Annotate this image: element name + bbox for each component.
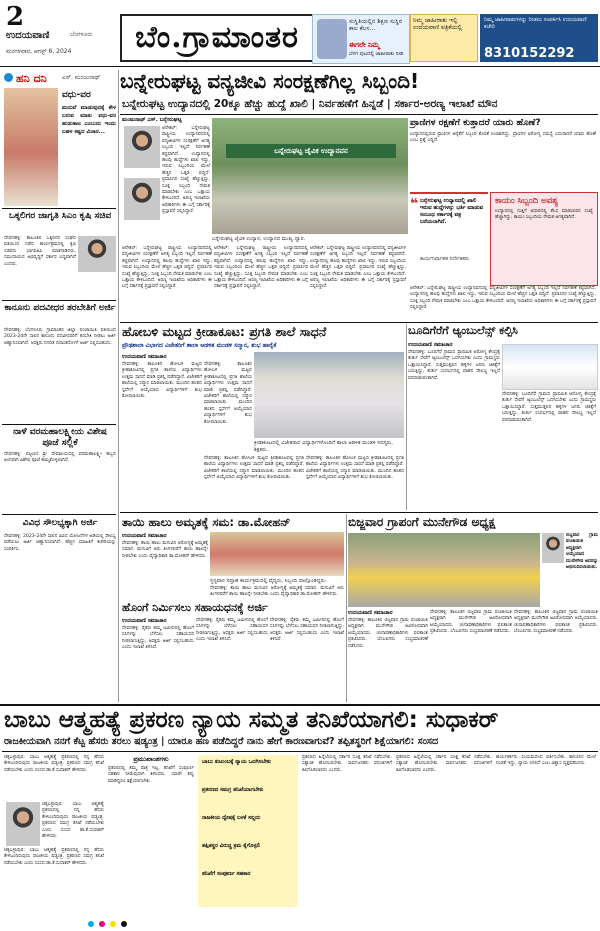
house-body-continued: ದೇವನಹಳ್ಳಿ: ರೈತರು ತಮ್ಮ ಜಮೀನಿನಲ್ಲಿ ಹೊಂಗೆ ಸಸಿಗಳನ್ನು ಬೆಳೆಸಲು ಸಹಾಯಧನ ನೀಡಲಾಗುತ್ತಿದ್ದು, ಆಸಕ್ತರು ಅರ್ಜಿ ಸಲ್ಲಿಸಬಹುದು ಎಂದು ಇಲಾಖೆ ತಿಳಿಸಿದೆ.	[270, 618, 344, 643]
story-body: ದೇವನಹಳ್ಳಿ: ಬೆಂಗಳೂರು ಗ್ರಾಮಾಂತರ ಜಿಲ್ಲಾ ಪಂಚಾಯಿತಿ ವತಿಯಿಂದ 2023-24ನೇ ಸಾಲಿನ ಕಾನೂನು ಪದವೀಧರರಿಗೆ ತರಬೇತಿ ನೀಡಲು ಅರ್ಜಿ ಆಹ್ವಾನಿಸಲಾಗಿದೆ. ಆಸಕ್ತರು ನಿಗದಿತ ದಿನಾಂಕದೊಳಗೆ ಅರ್ಜಿ ಸಲ್ಲಿಸಬಹುದು.	[4, 328, 116, 346]
divider	[120, 322, 598, 323]
bottom-subhead: ರಾಜಕೀಯವಾಗಿ ನನಗೆ ಕೆಟ್ಟ ಹೆಸರು ತರಲು ಷಡ್ಯಂತ್ರ | ಯಾರೂ ಹಣ ಪಡೆದಿದ್ದರೆ ನಾನು ಹೇಗೆ ಕಾರಣವಾಗುವೆ? ತಪ್ಪಿತಸ್ಥರಿಗೆ ಶಿಕ್ಷೆಯಾಗಲಿ: ಸಂಸದ	[4, 736, 439, 747]
ad3-text: ನಿಮ್ಮ ಜಾಹೀರಾತುಗಳನ್ನು ನೀಡಲು ಸಂಪರ್ಕಿಸಿ ಉದಯವಾಣಿ ಕಚೇರಿ	[484, 17, 587, 30]
lead-sidebar-body: ಉದ್ಯಾನದಲ್ಲಿರುವ ಪ್ರಾಣಿಗಳ ಆರೈಕೆಗೆ ಸಿಬ್ಬಂದಿ ಕೊರತೆ ಉಂಟಾಗಿದ್ದು, ಪ್ರಾಣಿಗಳ ಆರೋಗ್ಯ ಸಮಸ್ಯೆ ಎದುರಾದರೆ ಯಾರು ಹೊಣೆ ಎಂಬ ಪ್ರಶ್ನೆ ಎದ್ದಿದೆ.	[410, 132, 596, 144]
lead-quote-box	[410, 192, 488, 274]
bottom-body-continued: ಪ್ರಕರಣದ ಹಿನ್ನೆಲೆಯಲ್ಲಿ ಸರ್ಕಾರ ಸೂಕ್ತ ತನಿಖೆ ನಡೆಸಬೇಕು. ಸತ್ಯಾಂಶ ಹೊರಬರಬೇಕು. ಸಾರ್ವಜನಿಕರು ವದಂತಿಗಳಿಗೆ ಕಿವಿಗೊಡಬಾರದು ಎಂದರು.	[396, 755, 492, 773]
sports-body-continued: ದೇವನಹಳ್ಳಿ: ತಾಲೂಕಿನ ಹೋಬಳಿ ಮಟ್ಟದ ಕ್ರೀಡಾಕೂಟದಲ್ಲಿ ಪ್ರಗತಿ ಶಾಲೆಯ ವಿದ್ಯಾರ್ಥಿಗಳು ಉತ್ತಮ ಸಾಧನೆ ಮಾಡಿ ಪ್ರಶಸ್ತಿ ಪಡೆದಿದ್ದಾರೆ. ವಿಜೇತರಿಗೆ ಶಾಲೆಯಲ್ಲಿ ಸನ್ಮಾನ ಮಾಡಲಾಯಿತು. ಮುಂದಿನ ಹಂತದ ಸ್ಪರ್ಧೆಗೆ ಆಯ್ಕೆಯಾದ ವಿದ್ಯಾರ್ಥಿಗಳಿಗೆ ಶುಭ ಕೋರಲಾಯಿತು.	[204, 362, 252, 425]
bottom-body-continued: ಪ್ರಕರಣದಲ್ಲಿ ತಮ್ಮ ಪಾತ್ರ ಇಲ್ಲ. ತನಿಖೆಗೆ ಸಂಪೂರ್ಣ ಸಹಕಾರ ನೀಡುವುದಾಗಿ ತಿಳಿಸಿದರು. ಯಾರೇ ತಪ್ಪು ಮಾಡಿದ್ದರೂ ಶಿಕ್ಷೆಯಾಗಬೇಕು.	[108, 766, 194, 784]
highlight-item: ತಪ್ಪಿತಸ್ಥರ ವಿರುದ್ಧ ಕ್ರಮ ಕೈಗೊಳ್ಳಲಿ	[202, 843, 261, 849]
lead-body-continued: ಆನೇಕಲ್: ಬನ್ನೇರುಘಟ್ಟ ರಾಷ್ಟ್ರೀಯ ಉದ್ಯಾನವನದಲ್ಲಿ ವನ್ಯಜೀವಿಗಳ ಸಂರಕ್ಷಣೆಗೆ ಅಗತ್ಯ ಸಿಬ್ಬಂದಿ ಇಲ್ಲದೆ ನಿರ್ವಹಣೆ ಕಷ್ಟವಾಗಿದೆ. ಉದ್ಯಾನದಲ್ಲಿ ಹಲವು ಹುದ್ದೆಗಳು ಖಾಲಿ ಇದ್ದು, ಇರುವ ಸಿಬ್ಬಂದಿಯ ಮೇಲೆ ಹೆಚ್ಚಿನ ಒತ್ತಡ ಬಿದ್ದಿದೆ. ಪ್ರವಾಸಿಗರ ಸಂಖ್ಯೆ ಹೆಚ್ಚುತ್ತಿದ್ದು, ಸೂಕ್ತ ಸಿಬ್ಬಂದಿ ನೇಮಕ ಮಾಡಬೇಕು ಎಂಬ ಒತ್ತಾಯ ಕೇಳಿಬಂದಿದೆ. ಅರಣ್ಯ ಇಲಾಖೆಯ ಅಧಿಕಾರಿಗಳು ಈ ಬಗ್ಗೆ ಸರ್ಕಾರಕ್ಕೆ ಪ್ರಸ್ತಾವನೆ ಸಲ್ಲಿಸಿದ್ದಾರೆ.	[214, 246, 308, 290]
divider	[2, 300, 116, 301]
lead-headline: ಬನ್ನೇರುಘಟ್ಟ ವನ್ಯಜೀವಿ ಸಂರಕ್ಷಣೆಗಿಲ್ಲ ಸಿಬ್ಬಂದಿ!	[120, 69, 420, 93]
sports-body-continued: ದೇವನಹಳ್ಳಿ: ತಾಲೂಕಿನ ಹೋಬಳಿ ಮಟ್ಟದ ಕ್ರೀಡಾಕೂಟದಲ್ಲಿ ಪ್ರಗತಿ ಶಾಲೆಯ ವಿದ್ಯಾರ್ಥಿಗಳು ಉತ್ತಮ ಸಾಧನೆ ಮಾಡಿ ಪ್ರಶಸ್ತಿ ಪಡೆದಿದ್ದಾರೆ. ವಿಜೇತರಿಗೆ ಶಾಲೆಯಲ್ಲಿ ಸನ್ಮಾನ ಮಾಡಲಾಯಿತು. ಮುಂದಿನ ಹಂತದ ಸ್ಪರ್ಧೆಗೆ ಆಯ್ಕೆಯಾದ ವಿದ್ಯಾರ್ಥಿಗಳಿಗೆ ಶುಭ ಕೋರಲಾಯಿತು.	[306, 456, 404, 481]
lead-photo	[212, 118, 408, 234]
lead-box-heading: ಕಾಯಂ ಸಿಬ್ಬಂದಿ ಅವಶ್ಯ	[495, 196, 558, 206]
house-body: ದೇವನಹಳ್ಳಿ: ರೈತರು ತಮ್ಮ ಜಮೀನಿನಲ್ಲಿ ಹೊಂಗೆ ಸಸಿಗಳನ್ನು ಬೆಳೆಸಲು ಸಹಾಯಧನ ನೀಡಲಾಗುತ್ತಿದ್ದು, ಆಸಕ್ತರು ಅರ್ಜಿ ಸಲ್ಲಿಸಬಹುದು ಎಂದು ಇಲಾಖೆ ತಿಳಿಸಿದೆ.	[122, 626, 194, 651]
highlight-item: ತನಿಖೆಗೆ ಸಂಪೂರ್ಣ ಸಹಕಾರ	[202, 871, 251, 877]
bottom-body: ಚಿಕ್ಕಬಳ್ಳಾಪುರ: ಬಾಬು ಆತ್ಮಹತ್ಯೆ ಪ್ರಕರಣದಲ್ಲಿ ನನ್ನ ಹೆಸರು ಕೇಳಿಬಂದಿರುವುದು ರಾಜಕೀಯ ಷಡ್ಯಂತ್ರ. ಪ್ರಕರಣದ ಸಮಗ್ರ ತನಿಖೆ ನಡೆಯಬೇಕು ಎಂದು ಸಂಸದ ಡಾ.ಕೆ.ಸುಧಾಕರ್ ಹೇಳಿದರು.	[4, 755, 104, 773]
sports-body: ದೇವನಹಳ್ಳಿ: ತಾಲೂಕಿನ ಹೋಬಳಿ ಮಟ್ಟದ ಕ್ರೀಡಾಕೂಟದಲ್ಲಿ ಪ್ರಗತಿ ಶಾಲೆಯ ವಿದ್ಯಾರ್ಥಿಗಳು ಉತ್ತಮ ಸಾಧನೆ ಮಾಡಿ ಪ್ರಶಸ್ತಿ ಪಡೆದಿದ್ದಾರೆ. ವಿಜೇತರಿಗೆ ಶಾಲೆಯಲ್ಲಿ ಸನ್ಮಾನ ಮಾಡಲಾಯಿತು. ಮುಂದಿನ ಹಂತದ ಸ್ಪರ್ಧೆಗೆ ಆಯ್ಕೆಯಾದ ವಿದ್ಯಾರ್ಥಿಗಳಿಗೆ ಶುಭ ಕೋರಲಾಯಿತು.	[122, 362, 202, 400]
house-headline: ಹೊಂಗೆ ನಿರ್ಮಿಸಲು ಸಹಾಯಧನಕ್ಕೆ ಅರ್ಜಿ	[122, 601, 268, 614]
advertisement-1	[312, 14, 410, 64]
lead-box	[490, 192, 598, 286]
milk-byline: ಉದಯವಾಣಿ ಸಮಾಚಾರ	[122, 533, 167, 539]
ambulance-photo	[502, 344, 598, 390]
ad1-sub: ಬೆಳಗ ಪುಟದಲ್ಲಿ ಜಾಹೀರಾತು ನೀಡಿ	[349, 51, 404, 57]
divider	[2, 208, 116, 209]
milk-photo	[210, 532, 344, 576]
sports-headline: ಹೋಬಳಿ ಮಟ್ಟದ ಕ್ರೀಡಾಕೂಟ: ಪ್ರಗತಿ ಶಾಲೆ ಸಾಧನೆ	[122, 324, 327, 339]
wedding-heading: ವಧು-ವರ	[62, 90, 91, 100]
house-byline: ಉದಯವಾಣಿ ಸಮಾಚಾರ	[122, 618, 167, 624]
sports-photo-caption: ಕ್ರೀಡಾಕೂಟದಲ್ಲಿ ವಿಜೇತರಾದ ವಿದ್ಯಾರ್ಥಿಗಳೊಂದಿಗೆ ಶಾಲಾ ಆಡಳಿತ ಮಂಡಳಿ ಸದಸ್ಯರು, ಶಿಕ್ಷಕರು.	[254, 440, 393, 453]
story-heading: ವಿವಿಧ ಸೌಲಭ್ಯಕ್ಕಾಗಿ ಅರ್ಜಿ	[22, 518, 98, 528]
divider	[120, 114, 598, 115]
divider	[2, 751, 598, 752]
sudhakar-photo	[6, 802, 40, 846]
bottom-body-continued: ಚಿಕ್ಕಬಳ್ಳಾಪುರ: ಬಾಬು ಆತ್ಮಹತ್ಯೆ ಪ್ರಕರಣದಲ್ಲಿ ನನ್ನ ಹೆಸರು ಕೇಳಿಬಂದಿರುವುದು ರಾಜಕೀಯ ಷಡ್ಯಂತ್ರ. ಪ್ರಕರಣದ ಸಮಗ್ರ ತನಿಖೆ ನಡೆಯಬೇಕು ಎಂದು ಸಂಸದ ಡಾ.ಕೆ.ಸುಧಾಕರ್ ಹೇಳಿದರು.	[42, 802, 104, 840]
sports-byline: ಉದಯವಾಣಿ ಸಮಾಚಾರ	[122, 354, 167, 360]
magenta-mark	[99, 921, 105, 927]
section-title: ಬೆಂ.ಗ್ರಾಮಾಂತರ	[120, 14, 314, 62]
bottom-body-continued: ಪ್ರಕರಣದ ಹಿನ್ನೆಲೆಯಲ್ಲಿ ಸರ್ಕಾರ ಸೂಕ್ತ ತನಿಖೆ ನಡೆಸಬೇಕು. ಸತ್ಯಾಂಶ ಹೊರಬರಬೇಕು. ಸಾರ್ವಜನಿಕರು ವದಂತಿಗಳಿಗೆ ಕಿವಿಗೊಡಬಾರದು ಎಂದರು.	[302, 755, 392, 773]
lead-body: ಆನೇಕಲ್: ಬನ್ನೇರುಘಟ್ಟ ರಾಷ್ಟ್ರೀಯ ಉದ್ಯಾನವನದಲ್ಲಿ ವನ್ಯಜೀವಿಗಳ ಸಂರಕ್ಷಣೆಗೆ ಅಗತ್ಯ ಸಿಬ್ಬಂದಿ ಇಲ್ಲದೆ ನಿರ್ವಹಣೆ ಕಷ್ಟವಾಗಿದೆ. ಉದ್ಯಾನದಲ್ಲಿ ಹಲವು ಹುದ್ದೆಗಳು ಖಾಲಿ ಇದ್ದು, ಇರುವ ಸಿಬ್ಬಂದಿಯ ಮೇಲೆ ಹೆಚ್ಚಿನ ಒತ್ತಡ ಬಿದ್ದಿದೆ. ಪ್ರವಾಸಿಗರ ಸಂಖ್ಯೆ ಹೆಚ್ಚುತ್ತಿದ್ದು, ಸೂಕ್ತ ಸಿಬ್ಬಂದಿ ನೇಮಕ ಮಾಡಬೇಕು ಎಂಬ ಒತ್ತಾಯ ಕೇಳಿಬಂದಿದೆ. ಅರಣ್ಯ ಇಲಾಖೆಯ ಅಧಿಕಾರಿಗಳು ಈ ಬಗ್ಗೆ ಸರ್ಕಾರಕ್ಕೆ ಪ್ರಸ್ತಾವನೆ ಸಲ್ಲಿಸಿದ್ದಾರೆ.	[162, 126, 210, 215]
wedding-body: ಮದುವೆ ಮಾಡುವುದಕ್ಕೆ ಕೇಳ ಬರುವ ಮಾತು ವಧು-ವರ ಹುಡುಕಾಟ ಎಂಬುದು ಇಂದು ಬಹಳ ಕಷ್ಟದ ವಿಚಾರ...	[62, 105, 116, 135]
milk-headline: ತಾಯಿ ಹಾಲು ಅಮೃತಕ್ಕೆ ಸಮ: ಡಾ.ಮೋಹನ್	[122, 515, 291, 529]
bottom-body-continued: ಚಿಕ್ಕಬಳ್ಳಾಪುರ: ಬಾಬು ಆತ್ಮಹತ್ಯೆ ಪ್ರಕರಣದಲ್ಲಿ ನನ್ನ ಹೆಸರು ಕೇಳಿಬಂದಿರುವುದು ರಾಜಕೀಯ ಷಡ್ಯಂತ್ರ. ಪ್ರಕರಣದ ಸಮಗ್ರ ತನಿಖೆ ನಡೆಯಬೇಕು ಎಂದು ಸಂಸದ ಡಾ.ಕೆ.ಸುಧಾಕರ್ ಹೇಳಿದರು.	[4, 848, 104, 866]
gp-byline: ಉದಯವಾಣಿ ಸಮಾಚಾರ	[348, 610, 393, 616]
story-body: ದೇವನಹಳ್ಳಿ: 2023-24ನೇ ಸಾಲಿನ ವಿವಿಧ ಯೋಜನೆಗಳ ಅಡಿಯಲ್ಲಿ ಸೌಲಭ್ಯ ಪಡೆಯಲು ಅರ್ಜಿ ಆಹ್ವಾನಿಸಲಾಗಿದೆ. ಹೆಚ್ಚಿನ ಮಾಹಿತಿಗೆ ಕಚೇರಿಯನ್ನು ಸಂಪರ್ಕಿಸಿ.	[4, 534, 116, 552]
paper-name: ಉದಯವಾಣಿ	[6, 30, 50, 41]
lead-body-continued: ಆನೇಕಲ್: ಬನ್ನೇರುಘಟ್ಟ ರಾಷ್ಟ್ರೀಯ ಉದ್ಯಾನವನದಲ್ಲಿ ವನ್ಯಜೀವಿಗಳ ಸಂರಕ್ಷಣೆಗೆ ಅಗತ್ಯ ಸಿಬ್ಬಂದಿ ಇಲ್ಲದೆ ನಿರ್ವಹಣೆ ಕಷ್ಟವಾಗಿದೆ. ಉದ್ಯಾನದಲ್ಲಿ ಹಲವು ಹುದ್ದೆಗಳು ಖಾಲಿ ಇದ್ದು, ಇರುವ ಸಿಬ್ಬಂದಿಯ ಮೇಲೆ ಹೆಚ್ಚಿನ ಒತ್ತಡ ಬಿದ್ದಿದೆ. ಪ್ರವಾಸಿಗರ ಸಂಖ್ಯೆ ಹೆಚ್ಚುತ್ತಿದ್ದು, ಸೂಕ್ತ ಸಿಬ್ಬಂದಿ ನೇಮಕ ಮಾಡಬೇಕು ಎಂಬ ಒತ್ತಾಯ ಕೇಳಿಬಂದಿದೆ. ಅರಣ್ಯ ಇಲಾಖೆಯ ಅಧಿಕಾರಿಗಳು ಈ ಬಗ್ಗೆ ಸರ್ಕಾರಕ್ಕೆ ಪ್ರಸ್ತಾವನೆ ಸಲ್ಲಿಸಿದ್ದಾರೆ.	[310, 246, 406, 290]
gp-photo	[348, 533, 540, 607]
house-body-continued: ದೇವನಹಳ್ಳಿ: ರೈತರು ತಮ್ಮ ಜಮೀನಿನಲ್ಲಿ ಹೊಂಗೆ ಸಸಿಗಳನ್ನು ಬೆಳೆಸಲು ಸಹಾಯಧನ ನೀಡಲಾಗುತ್ತಿದ್ದು, ಆಸಕ್ತರು ಅರ್ಜಿ ಸಲ್ಲಿಸಬಹುದು ಎಂದು ಇಲಾಖೆ ತಿಳಿಸಿದೆ.	[196, 618, 268, 643]
cyan-mark	[88, 921, 94, 927]
date-line: ಮಂಗಳವಾರ, ಆಗಸ್ಟ್ 6, 2024	[6, 48, 72, 55]
story-body: ದೇವನಹಳ್ಳಿ: ತಾಲೂಕಿನ ಒಕ್ಕಲಿಗರ ಸಂಘದ ವತಿಯಿಂದ ನಡೆದ ಕಾರ್ಯಕ್ರಮದಲ್ಲಿ ಕೃಷಿ ಸಚಿವರು ಭಾಗವಹಿಸಿ ಮಾತನಾಡಿದರು. ಸಮುದಾಯದ ಅಭಿವೃದ್ಧಿಗೆ ಸರ್ಕಾರ ಬದ್ಧವಾಗಿದೆ ಎಂದರು.	[4, 236, 76, 267]
divider	[2, 424, 116, 425]
ad-image	[317, 19, 347, 59]
divider	[120, 512, 598, 513]
lead-subhead: ಬನ್ನೇರುಘಟ್ಟ ಉದ್ಯಾನದಲ್ಲಿ 20ಕ್ಕೂ ಹೆಚ್ಚು ಹುದ್ದೆ ಖಾಲಿ | ನಿರ್ವಹಣೆಗೆ ಹಿನ್ನಡೆ | ಸರ್ಕಾರ-ಅರಣ್ಯ ಇಲಾಖೆ ಮೌನ	[122, 98, 498, 110]
highlight-item: ಪ್ರಕರಣದ ಸಮಗ್ರ ತನಿಖೆಯಾಗಬೇಕು	[202, 787, 264, 793]
person-photo	[542, 533, 564, 563]
milk-body: ದೇವನಹಳ್ಳಿ: ತಾಯಿ ಹಾಲು ಮಗುವಿನ ಆರೋಗ್ಯಕ್ಕೆ ಅಮೃತಕ್ಕೆ ಸಮಾನ. ಮಗುವಿಗೆ ಆರು ತಿಂಗಳವರೆಗೆ ತಾಯಿ ಹಾಲನ್ನೇ ನೀಡಬೇಕು ಎಂದು ವೈದ್ಯಾಧಿಕಾರಿ ಡಾ.ಮೋಹನ್ ಹೇಳಿದರು.	[122, 541, 208, 559]
quote-icon: ❝	[410, 196, 419, 212]
highlight-item: ರಾಜಕೀಯ ದ್ವೇಷಕ್ಕೆ ಬಳಕೆ ಸಲ್ಲದು	[202, 815, 261, 821]
column-divider	[118, 70, 119, 702]
lead-byline: ಮಂಜುನಾಥ್ ಎಸ್. ಬನ್ನೇರುಘಟ್ಟ	[122, 117, 182, 123]
yellow-mark	[110, 921, 116, 927]
quote-attribution: ಕಾರ್ಯನಿರ್ವಾಹಕ ನಿರ್ದೇಶಕರು	[420, 256, 470, 262]
lead-box-body: ಉದ್ಯಾನದಲ್ಲಿ ಗುತ್ತಿಗೆ ಆಧಾರದಲ್ಲಿ ಕೆಲಸ ಮಾಡುವವರ ಸಂಖ್ಯೆ ಹೆಚ್ಚಾಗಿದ್ದು, ಕಾಯಂ ಸಿಬ್ಬಂದಿಯ ನೇಮಕ ಅಗತ್ಯವಾಗಿದೆ.	[495, 209, 593, 221]
brand-logo-icon	[4, 73, 13, 82]
person-photo	[78, 236, 116, 272]
sports-photo	[254, 352, 404, 438]
page-number: 2	[6, 2, 25, 32]
column-brand: ಹನಿ ದನಿ	[16, 72, 47, 85]
ambulance-headline: ಬೂದಿಗೆರೆಗೆ ಆ್ಯಂಬುಲೆನ್ಸ್ ಕಲ್ಪಿಸಿ	[408, 324, 518, 337]
gp-caption: ಬಿಜ್ಜವಾರ ಗ್ರಾಮ ಪಂಚಾಯಿತಿ ಅಧ್ಯಕ್ಷರಾಗಿ ಆಯ್ಕೆಯಾದ ಮುನೇಗೌಡ ಅವರನ್ನು ಅಭಿನಂದಿಸಲಾಯಿತು.	[566, 533, 598, 571]
lead-body-continued: ಆನೇಕಲ್: ಬನ್ನೇರುಘಟ್ಟ ರಾಷ್ಟ್ರೀಯ ಉದ್ಯಾನವನದಲ್ಲಿ ವನ್ಯಜೀವಿಗಳ ಸಂರಕ್ಷಣೆಗೆ ಅಗತ್ಯ ಸಿಬ್ಬಂದಿ ಇಲ್ಲದೆ ನಿರ್ವಹಣೆ ಕಷ್ಟವಾಗಿದೆ. ಉದ್ಯಾನದಲ್ಲಿ ಹಲವು ಹುದ್ದೆಗಳು ಖಾಲಿ ಇದ್ದು, ಇರುವ ಸಿಬ್ಬಂದಿಯ ಮೇಲೆ ಹೆಚ್ಚಿನ ಒತ್ತಡ ಬಿದ್ದಿದೆ. ಪ್ರವಾಸಿಗರ ಸಂಖ್ಯೆ ಹೆಚ್ಚುತ್ತಿದ್ದು, ಸೂಕ್ತ ಸಿಬ್ಬಂದಿ ನೇಮಕ ಮಾಡಬೇಕು ಎಂಬ ಒತ್ತಾಯ ಕೇಳಿಬಂದಿದೆ. ಅರಣ್ಯ ಇಲಾಖೆಯ ಅಧಿಕಾರಿಗಳು ಈ ಬಗ್ಗೆ ಸರ್ಕಾರಕ್ಕೆ ಪ್ರಸ್ತಾವನೆ ಸಲ್ಲಿಸಿದ್ದಾರೆ.	[410, 286, 596, 311]
park-signboard: ಬನ್ನೇರುಘಟ್ಟ ಜೈವಿಕ ಉದ್ಯಾನವನ	[226, 144, 396, 158]
story-heading: ನಾಳೆ ವರಮಹಾಲಕ್ಷ್ಮೀಯ ವಿಶೇಷ ಪೂಜೆ ಸಲ್ಲಿಕೆ	[13, 427, 107, 448]
story-heading: ಕಾನೂನು ಪದವೀಧರ ತರಬೇತಿಗೆ ಅರ್ಜಿ	[4, 303, 116, 313]
sports-body-continued: ದೇವನಹಳ್ಳಿ: ತಾಲೂಕಿನ ಹೋಬಳಿ ಮಟ್ಟದ ಕ್ರೀಡಾಕೂಟದಲ್ಲಿ ಪ್ರಗತಿ ಶಾಲೆಯ ವಿದ್ಯಾರ್ಥಿಗಳು ಉತ್ತಮ ಸಾಧನೆ ಮಾಡಿ ಪ್ರಶಸ್ತಿ ಪಡೆದಿದ್ದಾರೆ. ವಿಜೇತರಿಗೆ ಶಾಲೆಯಲ್ಲಿ ಸನ್ಮಾನ ಮಾಡಲಾಯಿತು. ಮುಂದಿನ ಹಂತದ ಸ್ಪರ್ಧೆಗೆ ಆಯ್ಕೆಯಾದ ವಿದ್ಯಾರ್ಥಿಗಳಿಗೆ ಶುಭ ಕೋರಲಾಯಿತು.	[204, 456, 304, 481]
person-photo	[124, 178, 160, 220]
gp-body-continued: ದೇವನಹಳ್ಳಿ: ತಾಲೂಕಿನ ಬಿಜ್ಜವಾರ ಗ್ರಾಮ ಪಂಚಾಯಿತಿ ಅಧ್ಯಕ್ಷರಾಗಿ ಮುನೇಗೌಡ ಅವಿರೋಧವಾಗಿ ಆಯ್ಕೆಯಾದರು. ಚುನಾವಣಾಧಿಕಾರಿಗಳು ಫಲಿತಾಂಶ ಪ್ರಕಟಿಸಿದರು. ಬೆಂಬಲಿಗರು ಸಂಭ್ರಮಾಚರಣೆ ನಡೆಸಿದರು.	[514, 610, 598, 635]
gp-headline: ಬಿಜ್ಜವಾರ ಗ್ರಾಪಂಗೆ ಮುನೇಗೌಡ ಅಧ್ಯಕ್ಷ	[348, 515, 496, 529]
column-divider	[346, 514, 347, 702]
color-registration-marks	[88, 912, 508, 922]
quote-text: ಬನ್ನೇರುಘಟ್ಟ ಉದ್ಯಾನದಲ್ಲಿ ಖಾಲಿ ಇರುವ ಹುದ್ದೆಗಳನ್ನು ಭರ್ತಿ ಮಾಡುವ ಸಂಬಂಧ ಸರ್ಕಾರಕ್ಕೆ ಪತ್ರ ಬರೆಯಲಾಗಿದೆ.	[420, 198, 484, 225]
gp-body-continued: ದೇವನಹಳ್ಳಿ: ತಾಲೂಕಿನ ಬಿಜ್ಜವಾರ ಗ್ರಾಮ ಪಂಚಾಯಿತಿ ಅಧ್ಯಕ್ಷರಾಗಿ ಮುನೇಗೌಡ ಅವಿರೋಧವಾಗಿ ಆಯ್ಕೆಯಾದರು. ಚುನಾವಣಾಧಿಕಾರಿಗಳು ಫಲಿತಾಂಶ ಪ್ರಕಟಿಸಿದರು. ಬೆಂಬಲಿಗರು ಸಂಭ್ರಮಾಚರಣೆ ನಡೆಸಿದರು.	[430, 610, 512, 635]
bottom-highlights-heading: ಪ್ರಮುಖಾಂಶಗಳು	[133, 755, 169, 763]
column-illustration	[4, 88, 58, 206]
story-body: ದೇವನಹಳ್ಳಿ: ಪಟ್ಟಣದ ಶ್ರೀ ದೇವಾಲಯದಲ್ಲಿ ವರಮಹಾಲಕ್ಷ್ಮೀ ಹಬ್ಬದ ಅಂಗವಾಗಿ ವಿಶೇಷ ಪೂಜೆ ಹಮ್ಮಿಕೊಳ್ಳಲಾಗಿದೆ.	[4, 452, 116, 464]
ambulance-body-continued: ದೇವನಹಳ್ಳಿ: ಬೂದಿಗೆರೆ ಗ್ರಾಮದ ಪ್ರಾಥಮಿಕ ಆರೋಗ್ಯ ಕೇಂದ್ರಕ್ಕೆ ತುರ್ತು ಸೇವೆಗೆ ಆ್ಯಂಬುಲೆನ್ಸ್ ಒದಗಿಸಬೇಕು ಎಂದು ಗ್ರಾಮಸ್ಥರು ಒತ್ತಾಯಿಸಿದ್ದಾರೆ. ಸುತ್ತಮುತ್ತಲಿನ ಹಳ್ಳಿಗಳ ಜನರು ಚಿಕಿತ್ಸೆಗೆ ಬರುತ್ತಿದ್ದು, ತುರ್ತು ಸಂದರ್ಭದಲ್ಲಿ ವಾಹನ ಸೌಲಭ್ಯ ಇಲ್ಲದೆ ಪರದಾಡುವಂತಾಗಿದೆ.	[502, 392, 596, 423]
gp-body: ದೇವನಹಳ್ಳಿ: ತಾಲೂಕಿನ ಬಿಜ್ಜವಾರ ಗ್ರಾಮ ಪಂಚಾಯಿತಿ ಅಧ್ಯಕ್ಷರಾಗಿ ಮುನೇಗೌಡ ಅವಿರೋಧವಾಗಿ ಆಯ್ಕೆಯಾದರು. ಚುನಾವಣಾಧಿಕಾರಿಗಳು ಫಲಿತಾಂಶ ಪ್ರಕಟಿಸಿದರು. ಬೆಂಬಲಿಗರು ಸಂಭ್ರಮಾಚರಣೆ ನಡೆಸಿದರು.	[348, 618, 428, 649]
bottom-body-continued: ಕಾರ್ಯಕರ್ತರು ಸಂಯಮದಿಂದ ವರ್ತಿಸಬೇಕು. ಕಾನೂನಿನ ಮೇಲೆ ನಂಬಿಕೆ ಇದ್ದು, ನ್ಯಾಯ ಸಿಗಲಿದೆ ಎಂಬ ವಿಶ್ವಾಸ ವ್ಯಕ್ತಪಡಿಸಿದರು.	[496, 755, 596, 767]
paper-edition: ಬೆಂಗಳೂರು	[70, 31, 93, 38]
advertisement-3	[480, 14, 598, 62]
story-heading: ಒಕ್ಕಲಿಗರ ಜಾಗೃತಿ ಸಿಎಂ ಕೃಷಿ ಸಚಿವ	[8, 211, 112, 221]
divider	[2, 514, 116, 515]
black-mark	[121, 921, 127, 927]
sports-subhead: ಪ್ರೌಢಶಾಲಾ ವಿಭಾಗದ ವಿಜೇತರಿಗೆ ಶಾಲಾ ಆಡಳಿತ ಮಂಡಳಿ ಸನ್ಮಾನ, ಶುಭ ಹಾರೈಕೆ	[122, 342, 277, 349]
bottom-headline: ಬಾಬು ಆತ್ಮಹತ್ಯೆ ಪ್ರಕರಣ ನ್ಯಾಯ ಸಮ್ಮತ ತನಿಖೆಯಾಗಲಿ: ಸುಧಾಕರ್	[4, 707, 499, 733]
person-photo	[124, 126, 160, 168]
ad1-highlight: ಈಗಲೇ ನಿಮ್ಮ	[349, 41, 380, 49]
masthead-rule	[0, 66, 600, 67]
highlight-item: ಬಾಬು ಕುಟುಂಬಕ್ಕೆ ನ್ಯಾಯ ಒದಗಿಸಬೇಕು	[202, 759, 272, 765]
bottom-highlights-box	[198, 755, 298, 907]
milk-body-continued: ದೇವನಹಳ್ಳಿ: ತಾಯಿ ಹಾಲು ಮಗುವಿನ ಆರೋಗ್ಯಕ್ಕೆ ಅಮೃತಕ್ಕೆ ಸಮಾನ. ಮಗುವಿಗೆ ಆರು ತಿಂಗಳವರೆಗೆ ತಾಯಿ ಹಾಲನ್ನೇ ನೀಡಬೇಕು ಎಂದು ವೈದ್ಯಾಧಿಕಾರಿ ಡಾ.ಮೋಹನ್ ಹೇಳಿದರು.	[210, 586, 344, 598]
column-author: ಎಸ್. ಮಂಜುನಾಥ್	[62, 74, 101, 81]
milk-photo-caption: ಸ್ತನ್ಯಪಾನ ಸಪ್ತಾಹ ಕಾರ್ಯಕ್ರಮದಲ್ಲಿ ವೈದ್ಯರು, ಸಿಬ್ಬಂದಿ ಪಾಲ್ಗೊಂಡಿದ್ದರು.	[210, 578, 327, 584]
column-divider	[406, 324, 407, 510]
lead-body-continued: ಆನೇಕಲ್: ಬನ್ನೇರುಘಟ್ಟ ರಾಷ್ಟ್ರೀಯ ಉದ್ಯಾನವನದಲ್ಲಿ ವನ್ಯಜೀವಿಗಳ ಸಂರಕ್ಷಣೆಗೆ ಅಗತ್ಯ ಸಿಬ್ಬಂದಿ ಇಲ್ಲದೆ ನಿರ್ವಹಣೆ ಕಷ್ಟವಾಗಿದೆ. ಉದ್ಯಾನದಲ್ಲಿ ಹಲವು ಹುದ್ದೆಗಳು ಖಾಲಿ ಇದ್ದು, ಇರುವ ಸಿಬ್ಬಂದಿಯ ಮೇಲೆ ಹೆಚ್ಚಿನ ಒತ್ತಡ ಬಿದ್ದಿದೆ. ಪ್ರವಾಸಿಗರ ಸಂಖ್ಯೆ ಹೆಚ್ಚುತ್ತಿದ್ದು, ಸೂಕ್ತ ಸಿಬ್ಬಂದಿ ನೇಮಕ ಮಾಡಬೇಕು ಎಂಬ ಒತ್ತಾಯ ಕೇಳಿಬಂದಿದೆ. ಅರಣ್ಯ ಇಲಾಖೆಯ ಅಧಿಕಾರಿಗಳು ಈ ಬಗ್ಗೆ ಸರ್ಕಾರಕ್ಕೆ ಪ್ರಸ್ತಾವನೆ ಸಲ್ಲಿಸಿದ್ದಾರೆ.	[122, 246, 212, 290]
ad3-phone: 8310152292	[484, 46, 575, 61]
ambulance-byline: ಉದಯವಾಣಿ ಸಮಾಚಾರ	[408, 342, 453, 348]
lead-photo-caption: ಬನ್ನೇರುಘಟ್ಟ ಜೈವಿಕ ಉದ್ಯಾನ, ಉದ್ಯಾನದ ಮುಖ್ಯ ದ್ವಾರ.	[212, 236, 306, 242]
advertisement-2: ನಿಮ್ಮ ಜಾಹೀರಾತು ಇಲ್ಲಿ ಉದಯವಾಣಿ ಪತ್ರಿಕೆಯಲ್ಲಿ	[410, 14, 478, 62]
ambulance-body: ದೇವನಹಳ್ಳಿ: ಬೂದಿಗೆರೆ ಗ್ರಾಮದ ಪ್ರಾಥಮಿಕ ಆರೋಗ್ಯ ಕೇಂದ್ರಕ್ಕೆ ತುರ್ತು ಸೇವೆಗೆ ಆ್ಯಂಬುಲೆನ್ಸ್ ಒದಗಿಸಬೇಕು ಎಂದು ಗ್ರಾಮಸ್ಥರು ಒತ್ತಾಯಿಸಿದ್ದಾರೆ. ಸುತ್ತಮುತ್ತಲಿನ ಹಳ್ಳಿಗಳ ಜನರು ಚಿಕಿತ್ಸೆಗೆ ಬರುತ್ತಿದ್ದು, ತುರ್ತು ಸಂದರ್ಭದಲ್ಲಿ ವಾಹನ ಸೌಲಭ್ಯ ಇಲ್ಲದೆ ಪರದಾಡುವಂತಾಗಿದೆ.	[408, 350, 500, 381]
lead-sidebar-heading: ಪ್ರಾಣಿಗಳ ರಕ್ಷಣೆಗೆ ಕುತ್ತಾದರೆ ಯಾರು ಹೊಣೆ?	[410, 118, 541, 128]
ad1-text: ಸುಸ್ಥಿತಿಯಲ್ಲಿನ ಶಿಕ್ಷಣ ಸುಸ್ಥಿರ ಕಾಲ ಕೆಲಸ...	[349, 18, 403, 32]
